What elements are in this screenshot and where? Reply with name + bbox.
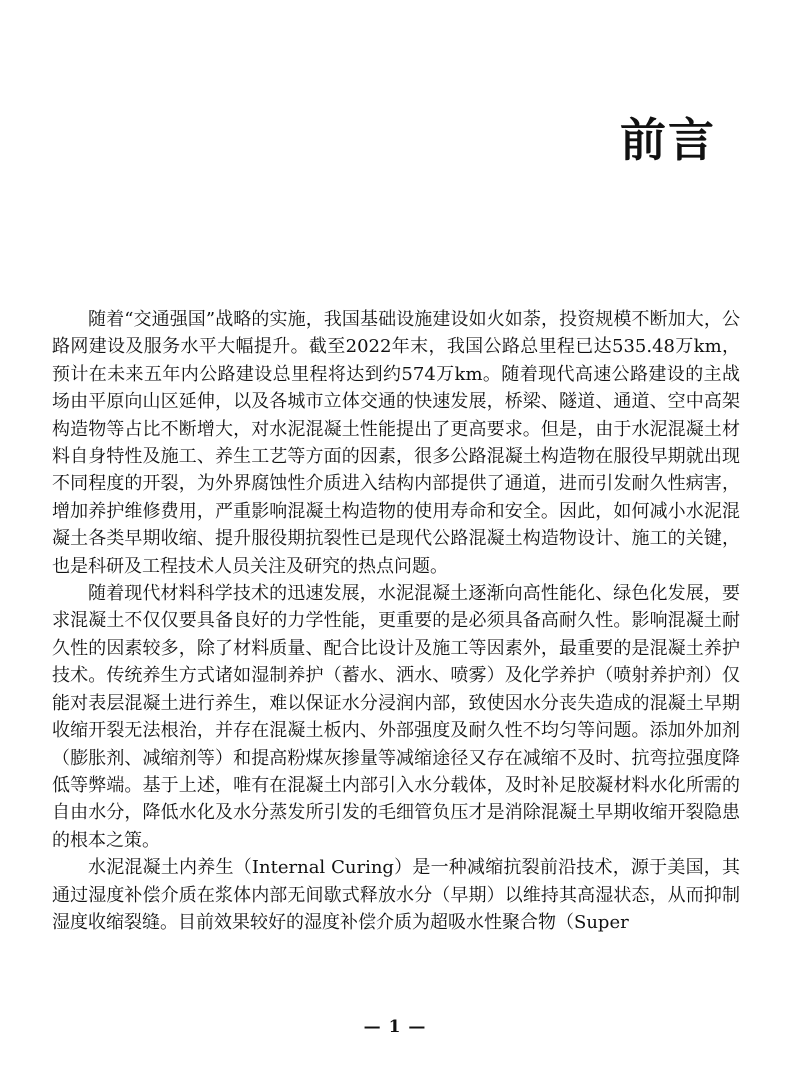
paragraph-2: 随着现代材料科学技术的迅速发展，水泥混凝土逐渐向高性能化、绿色化发展，要求混凝土不仅仅要具备良好的力学性能，更重要的是必须具备高耐久性。影响混凝土耐久性的因素较多，除了材料质量、配合比设计及施工等因素外，最重要的是混凝土养护技术。传统养生方式诸如湿制养护（蓄水、洒水、喷雾）及化学养护（喷射养护剂）仅能对表层混凝土进行养生，难以保证水分浸润内部，致使因水分丧失造成的混凝土早期收缩开裂无法根治，并存在混凝土板内、外部强度及耐久性不均匀等问题。添加外加剂（膨胀剂、减缩剂等）和提高粉煤灰掺量等减缩途径又存在减缩不及时、抗弯拉强度降低等弊端。基于上述，唯有在混凝土内部引入水分载体，及时补足胶凝材料水化所需的自由水分，降低水化及水分蒸发所引发的毛细管负压才是消除混凝土早期收缩开裂隐患的根本之策。	[52, 583, 740, 851]
page-title: 前言	[620, 113, 716, 167]
page-number: — 1 —	[363, 1017, 427, 1037]
paragraph-1: 随着“交通强国”战略的实施，我国基础设施建设如火如荼，投资规模不断加大，公路网建设及服务水平大幅提升。截至2022年末，我国公路总里程已达535.48万km，预计在未来五年内公路建设总里程将达到约574万km。随着现代高速公路建设的主战场由平原向山区延伸，以及各城市立体交通的快速发展，桥梁、隧道、通道、空中高架构造物等占比不断增大，对水泥混凝土性能提出了更高要求。但是，由于水泥混凝土材料自身特性及施工、养生工艺等方面的因素，很多公路混凝土构造物在服役早期就出现不同程度的开裂，为外界腐蚀性介质进入结构内部提供了通道，进而引发耐久性病害，增加养护维修费用，严重影响混凝土构造物的使用寿命和安全。因此，如何减小水泥混凝土各类早期收缩、提升服役期抗裂性已是现代公路混凝土构造物设计、施工的关键，也是科研及工程技术人员关注及研究的热点问题。	[52, 309, 740, 577]
paragraph-3: 水泥混凝土内养生（Internal Curing）是一种减缩抗裂前沿技术，源于美国，其通过湿度补偿介质在浆体内部无间歇式释放水分（早期）以维持其高湿状态，从而抑制湿度收缩裂缝。目前效果较好的湿度补偿介质为超吸水性聚合物（Super	[52, 857, 740, 933]
body-text	[52, 306, 740, 936]
